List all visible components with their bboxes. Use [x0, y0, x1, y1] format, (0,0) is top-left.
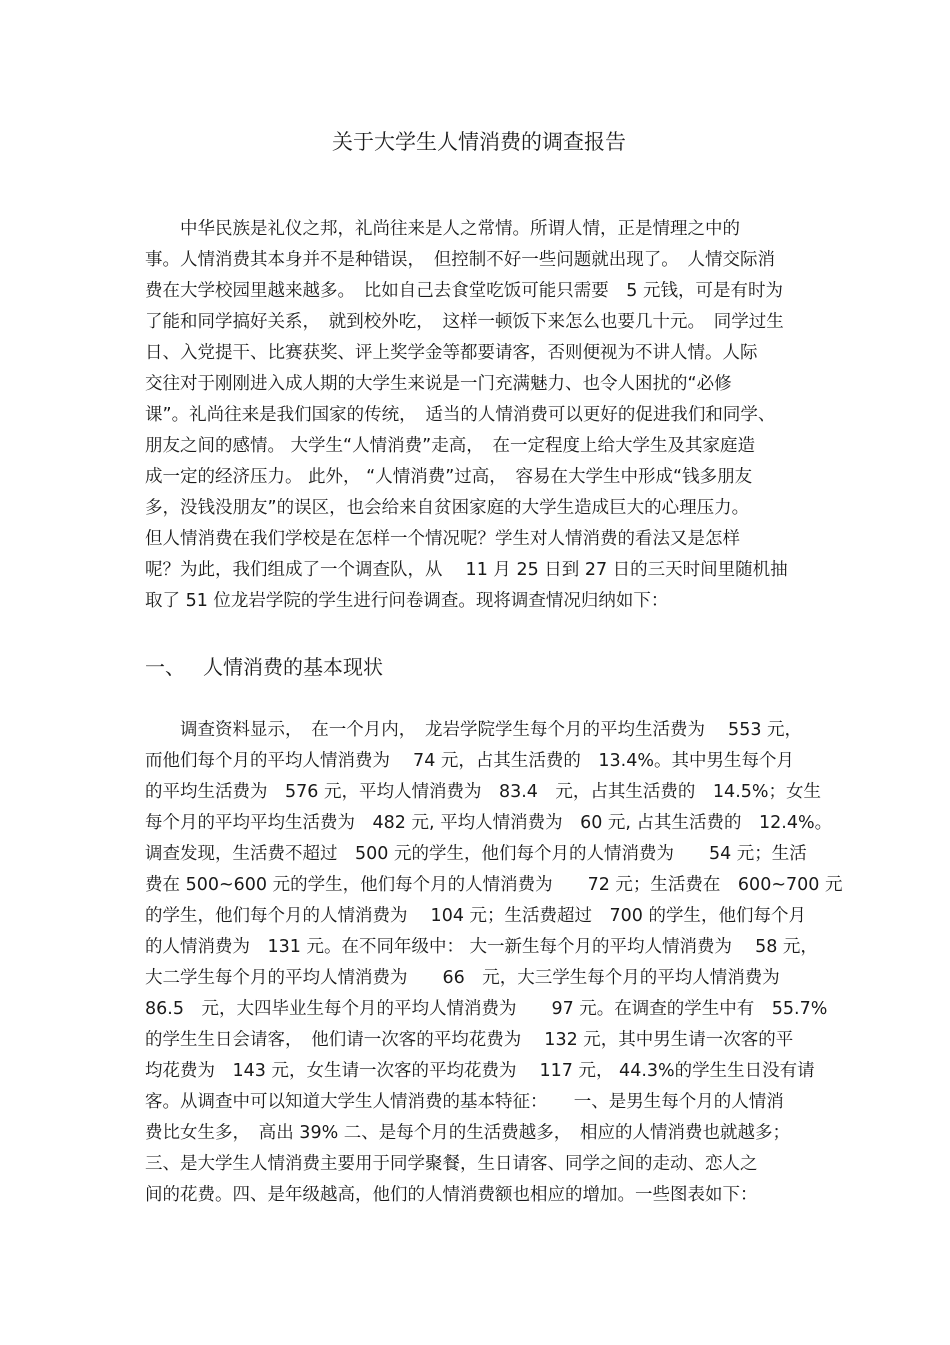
text-line: 取了 51 位龙岩学院的学生进行问卷调查。现将调查情况归纳如下：	[145, 591, 669, 611]
text-line: 而他们每个月的平均人情消费为 74 元，占其生活费的 13.4%。其中男生每个月	[145, 751, 794, 771]
text-line: 间的花费。四、是年级越高，他们的人情消费额也相应的增加。一些图表如下：	[145, 1185, 758, 1205]
section-number: 一、	[145, 655, 185, 679]
text-line: 的人情消费为 131 元。在不同年级中： 大一新生每个月的平均人情消费为 58 元，	[145, 937, 818, 957]
text-line: 的平均生活费为 576 元，平均人情消费为 83.4 元，占其生活费的 14.5%；女生	[145, 782, 822, 802]
text-line: 调查发现，生活费不超过 500 元的学生，他们每个月的人情消费为 54 元；生活	[145, 844, 807, 864]
text-line: 费比女生多， 高出 39% 二、是每个月的生活费越多， 相应的人情消费也就越多；	[145, 1123, 791, 1143]
text-line: 费在大学校园里越来越多。 比如自己去食堂吃饭可能只需要 5 元钱，可是有时为	[145, 281, 783, 301]
section-heading	[145, 654, 383, 680]
text-line: 客。从调查中可以知道大学生人情消费的基本特征： 一、是男生每个月的人情消	[145, 1092, 784, 1112]
text-line: 均花费为 143 元，女生请一次客的平均花费为 117 元， 44.3%的学生生日没有请	[145, 1061, 815, 1081]
text-line: 了能和同学搞好关系， 就到校外吃， 这样一顿饭下来怎么也要几十元。 同学过生	[145, 312, 784, 332]
text-line: 事。人情消费其本身并不是种错误， 但控制不好一些问题就出现了。 人情交际消	[145, 250, 775, 270]
text-line: 三、是大学生人情消费主要用于同学聚餐，生日请客、同学之间的走动、恋人之	[145, 1154, 758, 1174]
text-line: 大二学生每个月的平均人情消费为 66 元，大三学生每个月的平均人情消费为	[145, 968, 780, 988]
text-line: 中华民族是礼仪之邦，礼尚往来是人之常情。所谓人情，正是情理之中的	[145, 219, 740, 239]
text-line: 费在 500~600 元的学生，他们每个月的人情消费为 72 元；生活费在 600~700 元	[145, 875, 843, 895]
text-line: 朋友之间的感情。 大学生“人情消费”走高， 在一定程度上给大学生及其家庭造	[145, 436, 755, 456]
text-line: 成一定的经济压力。 此外， “人情消费”过高， 容易在大学生中形成“钱多朋友	[145, 467, 753, 487]
text-line: 的学生，他们每个月的人情消费为 104 元；生活费超过 700 的学生，他们每个月	[145, 906, 806, 926]
document-title: 关于大学生人情消费的调查报告	[332, 130, 626, 154]
section-title: 人情消费的基本现状	[203, 655, 383, 679]
text-line: 调查资料显示， 在一个月内， 龙岩学院学生每个月的平均生活费为 553 元，	[145, 720, 803, 740]
text-line: 课”。礼尚往来是我们国家的传统， 适当的人情消费可以更好的促进我们和同学、	[145, 405, 776, 425]
text-line: 但人情消费在我们学校是在怎样一个情况呢？学生对人情消费的看法又是怎样	[145, 529, 740, 549]
text-line: 每个月的平均平均生活费为 482 元, 平均人情消费为 60 元, 占其生活费的 12.4%。	[145, 813, 833, 833]
text-line: 86.5 元，大四毕业生每个月的平均人情消费为 97 元。在调查的学生中有 55.7%	[145, 999, 828, 1019]
text-line: 多，没钱没朋友”的误区，也会给来自贫困家庭的大学生造成巨大的心理压力。	[145, 498, 750, 518]
text-line: 日、入党提干、比赛获奖、评上奖学金等都要请客，否则便视为不讲人情。人际	[145, 343, 758, 363]
text-line: 呢？为此，我们组成了一个调查队，从 11 月 25 日到 27 日的三天时间里随机抽	[145, 560, 788, 580]
text-line: 交往对于刚刚进入成人期的大学生来说是一门充满魅力、也令人困扰的“必修	[145, 374, 732, 394]
text-line: 的学生生日会请客， 他们请一次客的平均花费为 132 元，其中男生请一次客的平	[145, 1030, 794, 1050]
